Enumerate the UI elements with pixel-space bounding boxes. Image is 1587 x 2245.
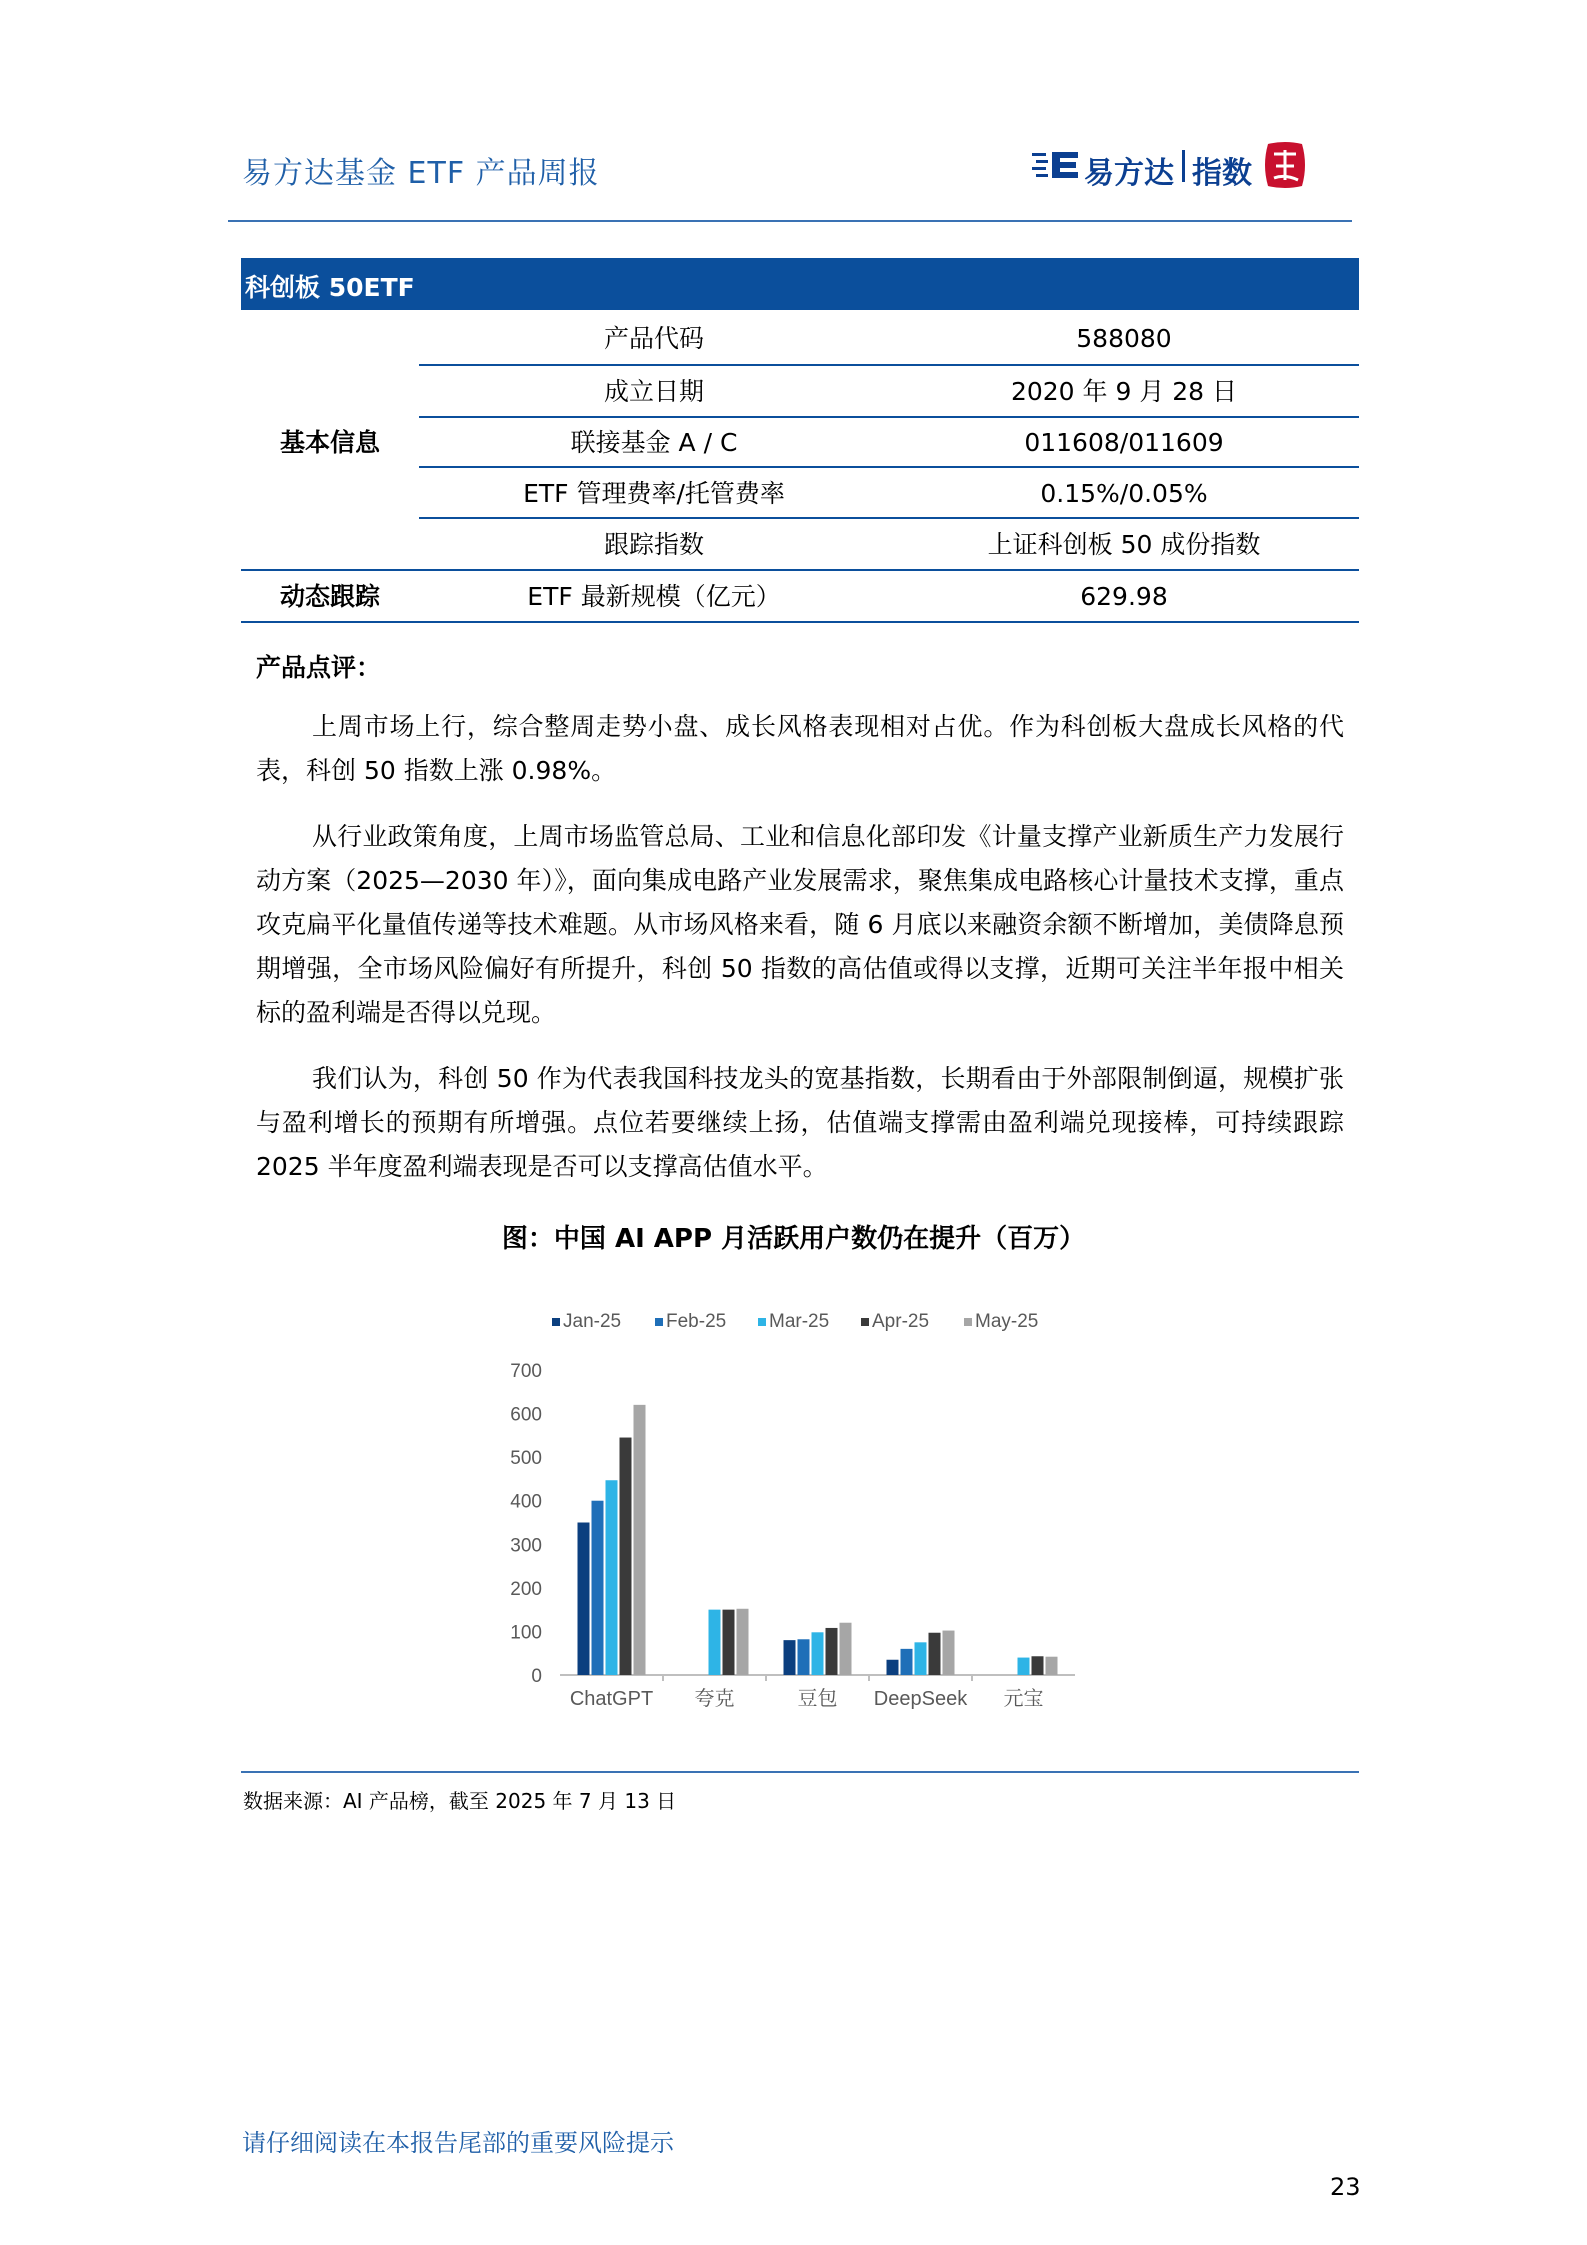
bar [812, 1632, 824, 1675]
row-key: 产品代码 [603, 324, 704, 353]
y-tick-label: 600 [510, 1404, 542, 1426]
table-row [241, 519, 1359, 570]
legend-swatch [964, 1318, 972, 1326]
mau-bar-chart [490, 1290, 1110, 1730]
bar [915, 1642, 927, 1675]
bar [620, 1438, 632, 1675]
report-title: 易方达基金 ETF 产品周报 [242, 156, 600, 191]
page-number: 23 [1330, 2173, 1361, 2201]
logo-separator [1182, 150, 1185, 182]
y-tick-label: 200 [510, 1578, 542, 1600]
bar [929, 1633, 941, 1675]
legend-swatch [655, 1318, 663, 1326]
table-title: 科创板 50ETF [245, 273, 415, 302]
x-tick-label: ChatGPT [569, 1688, 654, 1710]
table-row [241, 417, 1359, 468]
logo-brand: 易方达 [1084, 156, 1174, 191]
row-value: 0.15%/0.05% [1040, 479, 1208, 508]
row-key: ETF 最新规模（亿元） [527, 582, 781, 611]
bar [634, 1405, 646, 1675]
row-value: 588080 [1076, 324, 1172, 353]
logo-sub: 指数 [1192, 156, 1252, 191]
table-bottom-rule [241, 621, 1359, 623]
row-group-dynamic: 动态跟踪 [279, 582, 380, 611]
legend-label: Mar-25 [769, 1311, 830, 1332]
y-tick-label: 500 [510, 1448, 542, 1470]
data-source: 数据来源：AI 产品榜，截至 2025 年 7 月 13 日 [243, 1789, 677, 1813]
bar [1018, 1658, 1030, 1675]
bar [798, 1639, 810, 1675]
legend-swatch [861, 1318, 869, 1326]
table-row [241, 313, 1359, 364]
bar [592, 1501, 604, 1675]
bar [578, 1523, 590, 1676]
bar [1032, 1656, 1044, 1675]
table-row [241, 571, 1359, 622]
row-key: ETF 管理费率/托管费率 [523, 479, 785, 508]
y-tick-label: 400 [510, 1491, 542, 1513]
y-tick-label: 0 [531, 1666, 542, 1687]
row-key: 跟踪指数 [603, 530, 704, 559]
y-tick-label: 700 [510, 1361, 542, 1382]
legend-label: Jan-25 [563, 1311, 622, 1332]
logo-mark-icon [1032, 150, 1080, 180]
x-tick-label: 元宝 [1003, 1688, 1044, 1710]
legend-label: Feb-25 [666, 1311, 727, 1332]
bar [709, 1610, 721, 1675]
x-tick-label: 夸克 [694, 1688, 735, 1710]
x-tick-label: 豆包 [797, 1688, 838, 1710]
company-logo [1032, 140, 1302, 192]
row-value: 上证科创板 50 成份指数 [987, 530, 1261, 559]
y-tick-label: 300 [510, 1535, 542, 1557]
source-divider [241, 1771, 1359, 1773]
row-value: 011608/011609 [1024, 428, 1224, 457]
y-tick-label: 100 [510, 1622, 542, 1644]
legend-label: Apr-25 [872, 1311, 930, 1332]
bar [737, 1609, 749, 1675]
bar [901, 1649, 913, 1675]
row-key: 联接基金 A / C [570, 428, 738, 457]
bar [826, 1628, 838, 1675]
review-paragraph-3: 我们认为，科创 50 作为代表我国科技龙头的宽基指数，长期看由于外部限制倒逼，规模扩张与盈利增长的预期有所增强。点位若要继续上扬，估值端支撑需由盈利端兑现接棒，可持续跟踪 2025 半年度盈利端表现是否可以支撑高估值水平。 [256, 1064, 1344, 1181]
risk-notice: 请仔细阅读在本报告尾部的重要风险提示 [242, 2129, 674, 2157]
table-row [241, 366, 1359, 417]
row-key: 成立日期 [603, 377, 704, 406]
legend-label: May-25 [975, 1311, 1039, 1332]
row-group-basic-info: 基本信息 [279, 428, 380, 457]
row-value: 629.98 [1080, 582, 1168, 611]
bar [1046, 1657, 1058, 1675]
x-tick-label: DeepSeek [873, 1688, 968, 1710]
review-paragraph-2: 从行业政策角度，上周市场监管总局、工业和信息化部印发《计量支撑产业新质生产力发展行动方案（2025—2030 年）》，面向集成电路产业发展需求，聚焦集成电路核心计量技术支撑，重点攻克扁平化量值传递等技术难题。从市场风格来看，随 6 月底以来融资余额不断增加，美债降息预期增强，全市场风险偏好有所提升，科创 50 指数的高估值或得以支撑，近期可关注半年报中相关标的盈利端是否得以兑现。 [256, 822, 1344, 1027]
row-value: 2020 年 9 月 28 日 [1010, 377, 1238, 406]
review-paragraph-1: 上周市场上行，综合整周走势小盘、成长风格表现相对占优。作为科创板大盘成长风格的代表，科创 50 指数上涨 0.98%。 [256, 712, 1344, 785]
bar [840, 1623, 852, 1675]
bar [784, 1640, 796, 1675]
logo-seal-icon [1262, 140, 1308, 190]
header-divider [228, 220, 1352, 222]
bar [606, 1480, 618, 1675]
bar [723, 1610, 735, 1675]
table-row [241, 468, 1359, 519]
review-label: 产品点评： [256, 653, 382, 682]
bar [943, 1631, 955, 1675]
figure-title: 图：中国 AI APP 月活跃用户数仍在提升（百万） [501, 1224, 1086, 1254]
legend-swatch [758, 1318, 766, 1326]
legend-swatch [552, 1318, 560, 1326]
bar [887, 1660, 899, 1675]
table-title-bar [241, 258, 1359, 310]
